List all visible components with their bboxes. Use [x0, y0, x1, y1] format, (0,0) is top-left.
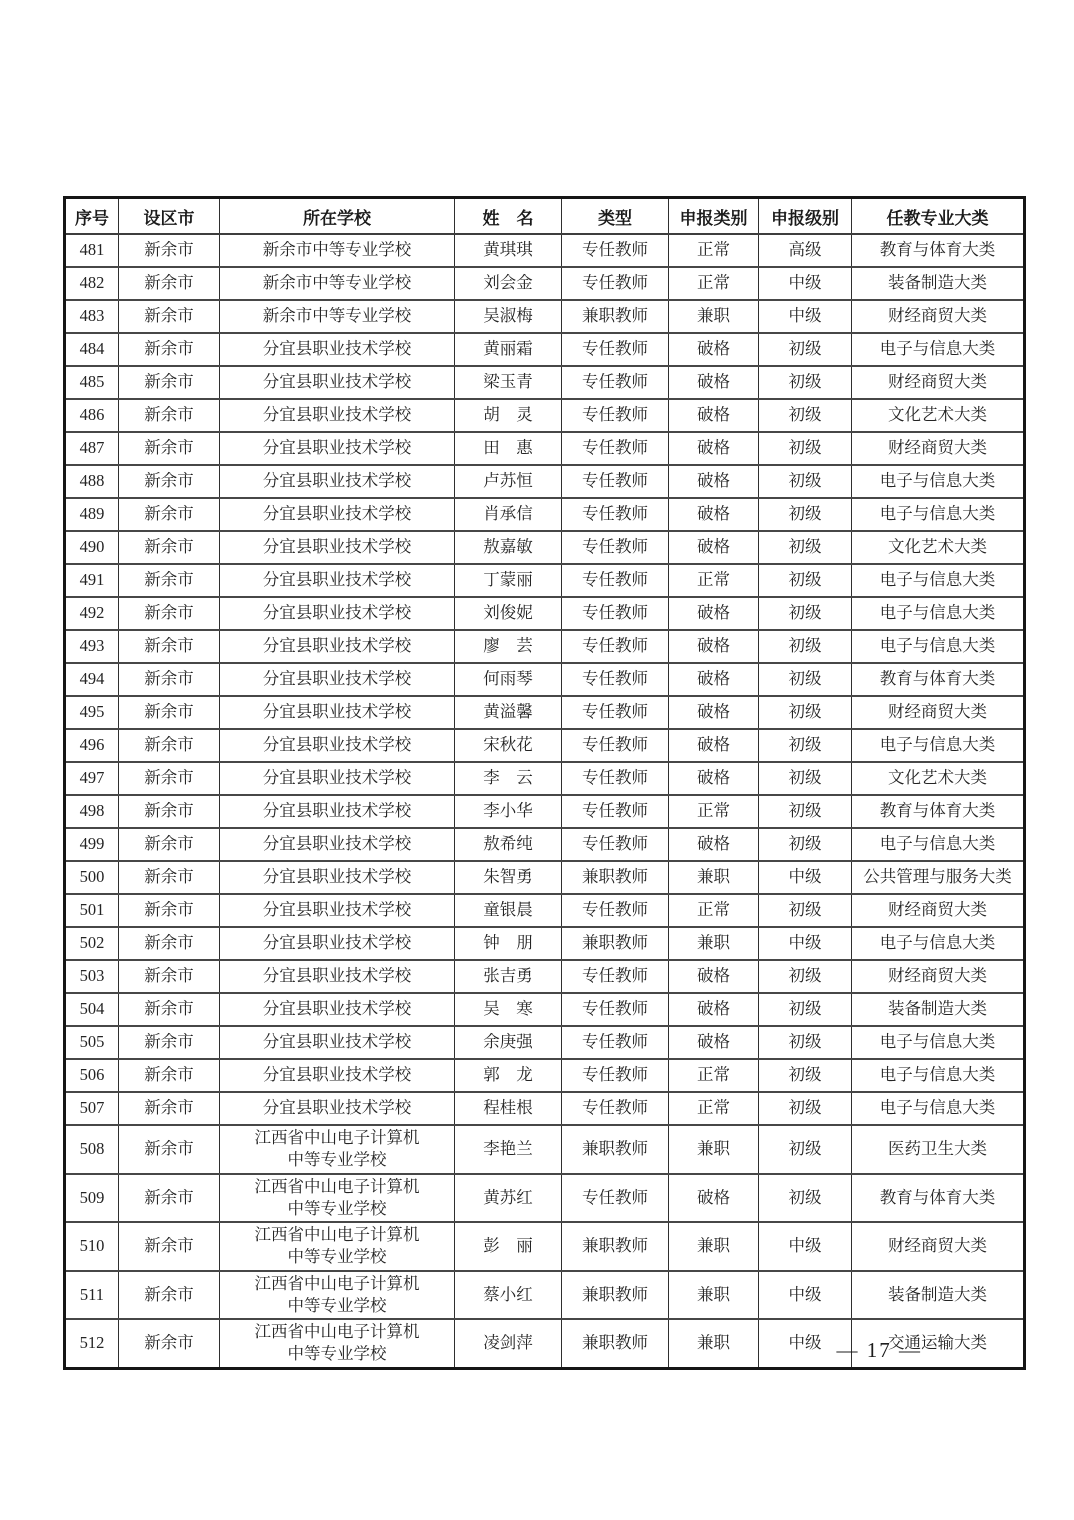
- table-row: [65, 1222, 1025, 1271]
- cell-serial-number: 491: [65, 564, 119, 597]
- cell-school: 分宜县职业技术学校: [220, 366, 455, 399]
- cell-city: 新余市: [119, 894, 220, 927]
- cell-apply-category: 破格: [669, 729, 759, 762]
- cell-teacher-name: 宋秋花: [455, 729, 562, 762]
- cell-teacher-type: 专任教师: [562, 960, 669, 993]
- cell-teaching-major: 教育与体育大类: [852, 663, 1025, 696]
- cell-apply-category: 破格: [669, 762, 759, 795]
- table-row: [65, 531, 1025, 564]
- cell-apply-category: 破格: [669, 366, 759, 399]
- cell-city: 新余市: [119, 432, 220, 465]
- cell-teacher-name: 何雨琴: [455, 663, 562, 696]
- cell-teacher-name: 廖 芸: [455, 630, 562, 663]
- teacher-roster-table: [63, 196, 1026, 1370]
- cell-teacher-type: 专任教师: [562, 993, 669, 1026]
- cell-serial-number: 509: [65, 1174, 119, 1223]
- cell-teaching-major: 公共管理与服务大类: [852, 861, 1025, 894]
- cell-teaching-major: 电子与信息大类: [852, 333, 1025, 366]
- cell-teaching-major: 电子与信息大类: [852, 465, 1025, 498]
- table-row: [65, 696, 1025, 729]
- cell-city: 新余市: [119, 927, 220, 960]
- cell-teacher-type: 专任教师: [562, 498, 669, 531]
- table-row: [65, 597, 1025, 630]
- cell-serial-number: 497: [65, 762, 119, 795]
- cell-school: 分宜县职业技术学校: [220, 630, 455, 663]
- cell-school: 新余市中等专业学校: [220, 234, 455, 267]
- cell-school: 分宜县职业技术学校: [220, 663, 455, 696]
- cell-serial-number: 503: [65, 960, 119, 993]
- cell-teaching-major: 电子与信息大类: [852, 729, 1025, 762]
- table-row: [65, 960, 1025, 993]
- cell-teacher-name: 黄溢馨: [455, 696, 562, 729]
- cell-city: 新余市: [119, 1174, 220, 1223]
- cell-city: 新余市: [119, 300, 220, 333]
- cell-serial-number: 501: [65, 894, 119, 927]
- cell-teacher-type: 专任教师: [562, 1059, 669, 1092]
- cell-teacher-type: 专任教师: [562, 267, 669, 300]
- cell-teaching-major: 财经商贸大类: [852, 894, 1025, 927]
- cell-teaching-major: 文化艺术大类: [852, 399, 1025, 432]
- cell-apply-category: 破格: [669, 465, 759, 498]
- column-header-major: 任教专业大类: [852, 198, 1025, 235]
- cell-serial-number: 492: [65, 597, 119, 630]
- cell-serial-number: 499: [65, 828, 119, 861]
- cell-apply-category: 破格: [669, 960, 759, 993]
- cell-apply-category: 破格: [669, 498, 759, 531]
- column-header-name: 姓 名: [455, 198, 562, 235]
- cell-school: 分宜县职业技术学校: [220, 729, 455, 762]
- cell-teaching-major: 教育与体育大类: [852, 1174, 1025, 1223]
- cell-city: 新余市: [119, 1319, 220, 1368]
- cell-city: 新余市: [119, 795, 220, 828]
- cell-serial-number: 508: [65, 1125, 119, 1174]
- cell-apply-level: 初级: [759, 1174, 852, 1223]
- column-header-type: 类型: [562, 198, 669, 235]
- cell-school: 分宜县职业技术学校: [220, 960, 455, 993]
- cell-teacher-type: 专任教师: [562, 696, 669, 729]
- cell-teacher-name: 蔡小红: [455, 1271, 562, 1320]
- cell-city: 新余市: [119, 861, 220, 894]
- cell-apply-level: 高级: [759, 234, 852, 267]
- cell-teaching-major: 电子与信息大类: [852, 1059, 1025, 1092]
- cell-teaching-major: 财经商贸大类: [852, 696, 1025, 729]
- cell-teacher-type: 兼职教师: [562, 1319, 669, 1368]
- cell-city: 新余市: [119, 234, 220, 267]
- cell-school: 分宜县职业技术学校: [220, 465, 455, 498]
- cell-city: 新余市: [119, 828, 220, 861]
- table-row: [65, 1059, 1025, 1092]
- cell-school: 分宜县职业技术学校: [220, 828, 455, 861]
- cell-school: 江西省中山电子计算机 中等专业学校: [220, 1222, 455, 1271]
- cell-apply-level: 中级: [759, 300, 852, 333]
- cell-apply-level: 初级: [759, 663, 852, 696]
- cell-apply-category: 兼职: [669, 300, 759, 333]
- cell-teacher-name: 李 云: [455, 762, 562, 795]
- cell-serial-number: 486: [65, 399, 119, 432]
- cell-apply-category: 破格: [669, 399, 759, 432]
- cell-teaching-major: 财经商贸大类: [852, 366, 1025, 399]
- cell-city: 新余市: [119, 1059, 220, 1092]
- cell-teacher-name: 张吉勇: [455, 960, 562, 993]
- cell-teacher-type: 专任教师: [562, 597, 669, 630]
- cell-apply-category: 破格: [669, 597, 759, 630]
- cell-apply-category: 破格: [669, 1174, 759, 1223]
- cell-serial-number: 490: [65, 531, 119, 564]
- cell-apply-category: 兼职: [669, 861, 759, 894]
- cell-apply-level: 初级: [759, 828, 852, 861]
- cell-teacher-type: 专任教师: [562, 399, 669, 432]
- cell-school: 江西省中山电子计算机 中等专业学校: [220, 1319, 455, 1368]
- cell-city: 新余市: [119, 729, 220, 762]
- cell-school: 分宜县职业技术学校: [220, 762, 455, 795]
- table-row: [65, 993, 1025, 1026]
- cell-teacher-name: 郭 龙: [455, 1059, 562, 1092]
- cell-apply-level: 初级: [759, 762, 852, 795]
- cell-apply-category: 破格: [669, 630, 759, 663]
- cell-apply-category: 正常: [669, 1092, 759, 1125]
- column-header-no: 序号: [65, 198, 119, 235]
- cell-teacher-name: 刘会金: [455, 267, 562, 300]
- cell-apply-category: 正常: [669, 894, 759, 927]
- cell-apply-category: 正常: [669, 267, 759, 300]
- cell-teaching-major: 财经商贸大类: [852, 432, 1025, 465]
- cell-teacher-type: 专任教师: [562, 630, 669, 663]
- cell-city: 新余市: [119, 597, 220, 630]
- cell-teacher-type: 专任教师: [562, 1174, 669, 1223]
- cell-serial-number: 511: [65, 1271, 119, 1320]
- cell-serial-number: 500: [65, 861, 119, 894]
- cell-apply-level: 初级: [759, 564, 852, 597]
- cell-apply-category: 兼职: [669, 1271, 759, 1320]
- cell-serial-number: 489: [65, 498, 119, 531]
- cell-teaching-major: 文化艺术大类: [852, 762, 1025, 795]
- cell-serial-number: 505: [65, 1026, 119, 1059]
- cell-teacher-type: 专任教师: [562, 564, 669, 597]
- cell-teacher-name: 卢苏恒: [455, 465, 562, 498]
- cell-city: 新余市: [119, 960, 220, 993]
- cell-apply-level: 初级: [759, 630, 852, 663]
- cell-school: 新余市中等专业学校: [220, 300, 455, 333]
- cell-apply-level: 初级: [759, 399, 852, 432]
- cell-city: 新余市: [119, 531, 220, 564]
- cell-serial-number: 494: [65, 663, 119, 696]
- cell-teacher-type: 兼职教师: [562, 300, 669, 333]
- cell-apply-level: 初级: [759, 531, 852, 564]
- table-row: [65, 1026, 1025, 1059]
- table-body: [65, 234, 1025, 1368]
- cell-teaching-major: 电子与信息大类: [852, 564, 1025, 597]
- cell-teacher-name: 敖希纯: [455, 828, 562, 861]
- cell-apply-category: 正常: [669, 1059, 759, 1092]
- cell-city: 新余市: [119, 1271, 220, 1320]
- cell-school: 分宜县职业技术学校: [220, 795, 455, 828]
- cell-school: 分宜县职业技术学校: [220, 861, 455, 894]
- cell-serial-number: 481: [65, 234, 119, 267]
- cell-apply-level: 中级: [759, 1319, 852, 1368]
- cell-teacher-type: 专任教师: [562, 366, 669, 399]
- cell-apply-category: 破格: [669, 1026, 759, 1059]
- cell-teacher-type: 兼职教师: [562, 861, 669, 894]
- cell-teacher-name: 田 惠: [455, 432, 562, 465]
- cell-teacher-type: 兼职教师: [562, 1125, 669, 1174]
- cell-apply-level: 初级: [759, 993, 852, 1026]
- cell-serial-number: 484: [65, 333, 119, 366]
- cell-teacher-name: 梁玉青: [455, 366, 562, 399]
- cell-serial-number: 506: [65, 1059, 119, 1092]
- table-row: [65, 498, 1025, 531]
- cell-city: 新余市: [119, 465, 220, 498]
- table-row: [65, 828, 1025, 861]
- cell-teacher-type: 专任教师: [562, 795, 669, 828]
- table-row: [65, 630, 1025, 663]
- cell-city: 新余市: [119, 1026, 220, 1059]
- column-header-school: 所在学校: [220, 198, 455, 235]
- column-header-category: 申报类别: [669, 198, 759, 235]
- cell-apply-level: 初级: [759, 333, 852, 366]
- table-row: [65, 762, 1025, 795]
- cell-apply-level: 中级: [759, 267, 852, 300]
- cell-teacher-type: 专任教师: [562, 432, 669, 465]
- cell-teacher-type: 专任教师: [562, 894, 669, 927]
- cell-teacher-type: 专任教师: [562, 828, 669, 861]
- cell-apply-category: 破格: [669, 696, 759, 729]
- table-row: [65, 927, 1025, 960]
- cell-school: 分宜县职业技术学校: [220, 894, 455, 927]
- cell-apply-level: 初级: [759, 498, 852, 531]
- cell-teacher-type: 兼职教师: [562, 1271, 669, 1320]
- cell-teaching-major: 交通运输大类: [852, 1319, 1025, 1368]
- cell-serial-number: 507: [65, 1092, 119, 1125]
- cell-school: 分宜县职业技术学校: [220, 696, 455, 729]
- cell-teaching-major: 财经商贸大类: [852, 960, 1025, 993]
- cell-teacher-name: 童银晨: [455, 894, 562, 927]
- cell-school: 分宜县职业技术学校: [220, 993, 455, 1026]
- cell-teaching-major: 电子与信息大类: [852, 597, 1025, 630]
- cell-teaching-major: 电子与信息大类: [852, 828, 1025, 861]
- cell-city: 新余市: [119, 630, 220, 663]
- cell-teacher-name: 李小华: [455, 795, 562, 828]
- cell-city: 新余市: [119, 399, 220, 432]
- table-row: [65, 432, 1025, 465]
- cell-apply-level: 初级: [759, 696, 852, 729]
- cell-teacher-name: 黄琪琪: [455, 234, 562, 267]
- cell-teaching-major: 电子与信息大类: [852, 630, 1025, 663]
- cell-teacher-type: 专任教师: [562, 1092, 669, 1125]
- cell-apply-level: 初级: [759, 894, 852, 927]
- cell-city: 新余市: [119, 696, 220, 729]
- cell-city: 新余市: [119, 1125, 220, 1174]
- column-header-city: 设区市: [119, 198, 220, 235]
- cell-school: 分宜县职业技术学校: [220, 432, 455, 465]
- cell-apply-level: 中级: [759, 1271, 852, 1320]
- cell-serial-number: 502: [65, 927, 119, 960]
- cell-school: 分宜县职业技术学校: [220, 531, 455, 564]
- cell-city: 新余市: [119, 366, 220, 399]
- cell-apply-level: 中级: [759, 1222, 852, 1271]
- table-row: [65, 795, 1025, 828]
- cell-serial-number: 488: [65, 465, 119, 498]
- cell-apply-level: 初级: [759, 1125, 852, 1174]
- cell-city: 新余市: [119, 267, 220, 300]
- cell-city: 新余市: [119, 762, 220, 795]
- cell-teacher-type: 专任教师: [562, 762, 669, 795]
- table-row: [65, 333, 1025, 366]
- cell-school: 分宜县职业技术学校: [220, 1092, 455, 1125]
- table-row: [65, 465, 1025, 498]
- cell-school: 江西省中山电子计算机 中等专业学校: [220, 1174, 455, 1223]
- cell-teacher-name: 胡 灵: [455, 399, 562, 432]
- cell-apply-level: 初级: [759, 1026, 852, 1059]
- cell-teacher-name: 肖承信: [455, 498, 562, 531]
- table-row: [65, 1092, 1025, 1125]
- table-row: [65, 1125, 1025, 1174]
- cell-teacher-type: 兼职教师: [562, 927, 669, 960]
- cell-apply-category: 破格: [669, 993, 759, 1026]
- table-row: [65, 564, 1025, 597]
- cell-teacher-type: 专任教师: [562, 465, 669, 498]
- cell-teaching-major: 装备制造大类: [852, 1271, 1025, 1320]
- cell-apply-category: 正常: [669, 795, 759, 828]
- page-number: — 17 —: [836, 1338, 922, 1362]
- cell-teaching-major: 文化艺术大类: [852, 531, 1025, 564]
- cell-school: 分宜县职业技术学校: [220, 399, 455, 432]
- cell-serial-number: 493: [65, 630, 119, 663]
- cell-teacher-type: 专任教师: [562, 663, 669, 696]
- cell-serial-number: 496: [65, 729, 119, 762]
- cell-apply-level: 初级: [759, 1059, 852, 1092]
- cell-serial-number: 498: [65, 795, 119, 828]
- cell-apply-level: 初级: [759, 366, 852, 399]
- cell-teacher-name: 钟 朋: [455, 927, 562, 960]
- cell-serial-number: 483: [65, 300, 119, 333]
- cell-apply-level: 初级: [759, 795, 852, 828]
- cell-apply-category: 破格: [669, 432, 759, 465]
- cell-city: 新余市: [119, 1222, 220, 1271]
- table-row: [65, 366, 1025, 399]
- cell-teaching-major: 财经商贸大类: [852, 1222, 1025, 1271]
- cell-teacher-type: 专任教师: [562, 729, 669, 762]
- table-row: [65, 729, 1025, 762]
- cell-apply-level: 初级: [759, 729, 852, 762]
- cell-school: 分宜县职业技术学校: [220, 564, 455, 597]
- column-header-level: 申报级别: [759, 198, 852, 235]
- table-row: [65, 1271, 1025, 1320]
- cell-apply-category: 破格: [669, 333, 759, 366]
- cell-teaching-major: 电子与信息大类: [852, 1092, 1025, 1125]
- cell-apply-category: 兼职: [669, 927, 759, 960]
- cell-teaching-major: 电子与信息大类: [852, 927, 1025, 960]
- cell-teacher-type: 专任教师: [562, 1026, 669, 1059]
- cell-teacher-name: 李艳兰: [455, 1125, 562, 1174]
- table-row: [65, 861, 1025, 894]
- cell-teacher-name: 吴淑梅: [455, 300, 562, 333]
- cell-teacher-name: 凌剑萍: [455, 1319, 562, 1368]
- cell-teacher-name: 黄丽霜: [455, 333, 562, 366]
- cell-teacher-name: 余庚强: [455, 1026, 562, 1059]
- cell-apply-level: 初级: [759, 597, 852, 630]
- cell-apply-category: 兼职: [669, 1222, 759, 1271]
- table-row: [65, 663, 1025, 696]
- cell-school: 分宜县职业技术学校: [220, 1026, 455, 1059]
- table-row: [65, 300, 1025, 333]
- cell-serial-number: 482: [65, 267, 119, 300]
- cell-teaching-major: 财经商贸大类: [852, 300, 1025, 333]
- cell-serial-number: 512: [65, 1319, 119, 1368]
- cell-teacher-type: 专任教师: [562, 333, 669, 366]
- cell-teacher-name: 程桂根: [455, 1092, 562, 1125]
- cell-apply-level: 初级: [759, 465, 852, 498]
- cell-city: 新余市: [119, 333, 220, 366]
- cell-apply-category: 破格: [669, 663, 759, 696]
- cell-school: 分宜县职业技术学校: [220, 498, 455, 531]
- cell-serial-number: 487: [65, 432, 119, 465]
- cell-school: 分宜县职业技术学校: [220, 597, 455, 630]
- cell-teacher-type: 专任教师: [562, 531, 669, 564]
- cell-city: 新余市: [119, 1092, 220, 1125]
- cell-teacher-name: 黄苏红: [455, 1174, 562, 1223]
- table-row: [65, 399, 1025, 432]
- table-row: [65, 234, 1025, 267]
- cell-apply-category: 正常: [669, 234, 759, 267]
- cell-apply-category: 兼职: [669, 1319, 759, 1368]
- cell-apply-category: 破格: [669, 531, 759, 564]
- cell-school: 分宜县职业技术学校: [220, 333, 455, 366]
- cell-serial-number: 504: [65, 993, 119, 1026]
- cell-teaching-major: 教育与体育大类: [852, 795, 1025, 828]
- cell-serial-number: 495: [65, 696, 119, 729]
- cell-teacher-name: 刘俊妮: [455, 597, 562, 630]
- cell-teaching-major: 医药卫生大类: [852, 1125, 1025, 1174]
- table-row: [65, 894, 1025, 927]
- cell-city: 新余市: [119, 993, 220, 1026]
- cell-teacher-type: 兼职教师: [562, 1222, 669, 1271]
- cell-teaching-major: 电子与信息大类: [852, 498, 1025, 531]
- cell-school: 分宜县职业技术学校: [220, 927, 455, 960]
- cell-city: 新余市: [119, 564, 220, 597]
- cell-apply-level: 初级: [759, 432, 852, 465]
- cell-apply-category: 兼职: [669, 1125, 759, 1174]
- cell-teaching-major: 教育与体育大类: [852, 234, 1025, 267]
- cell-serial-number: 485: [65, 366, 119, 399]
- table-header-row: [65, 198, 1025, 235]
- cell-city: 新余市: [119, 663, 220, 696]
- cell-teacher-name: 朱智勇: [455, 861, 562, 894]
- cell-teacher-name: 丁蒙丽: [455, 564, 562, 597]
- cell-serial-number: 510: [65, 1222, 119, 1271]
- cell-apply-category: 破格: [669, 828, 759, 861]
- cell-school: 江西省中山电子计算机 中等专业学校: [220, 1125, 455, 1174]
- cell-school: 江西省中山电子计算机 中等专业学校: [220, 1271, 455, 1320]
- cell-teacher-name: 吴 寒: [455, 993, 562, 1026]
- cell-city: 新余市: [119, 498, 220, 531]
- table-row: [65, 267, 1025, 300]
- cell-teaching-major: 装备制造大类: [852, 267, 1025, 300]
- cell-apply-level: 初级: [759, 1092, 852, 1125]
- cell-teaching-major: 电子与信息大类: [852, 1026, 1025, 1059]
- cell-school: 新余市中等专业学校: [220, 267, 455, 300]
- table-row: [65, 1174, 1025, 1223]
- cell-apply-level: 中级: [759, 927, 852, 960]
- cell-school: 分宜县职业技术学校: [220, 1059, 455, 1092]
- cell-teacher-name: 敖嘉敏: [455, 531, 562, 564]
- cell-apply-level: 中级: [759, 861, 852, 894]
- cell-apply-level: 初级: [759, 960, 852, 993]
- cell-apply-category: 正常: [669, 564, 759, 597]
- cell-teacher-name: 彭 丽: [455, 1222, 562, 1271]
- cell-teacher-type: 专任教师: [562, 234, 669, 267]
- cell-teaching-major: 装备制造大类: [852, 993, 1025, 1026]
